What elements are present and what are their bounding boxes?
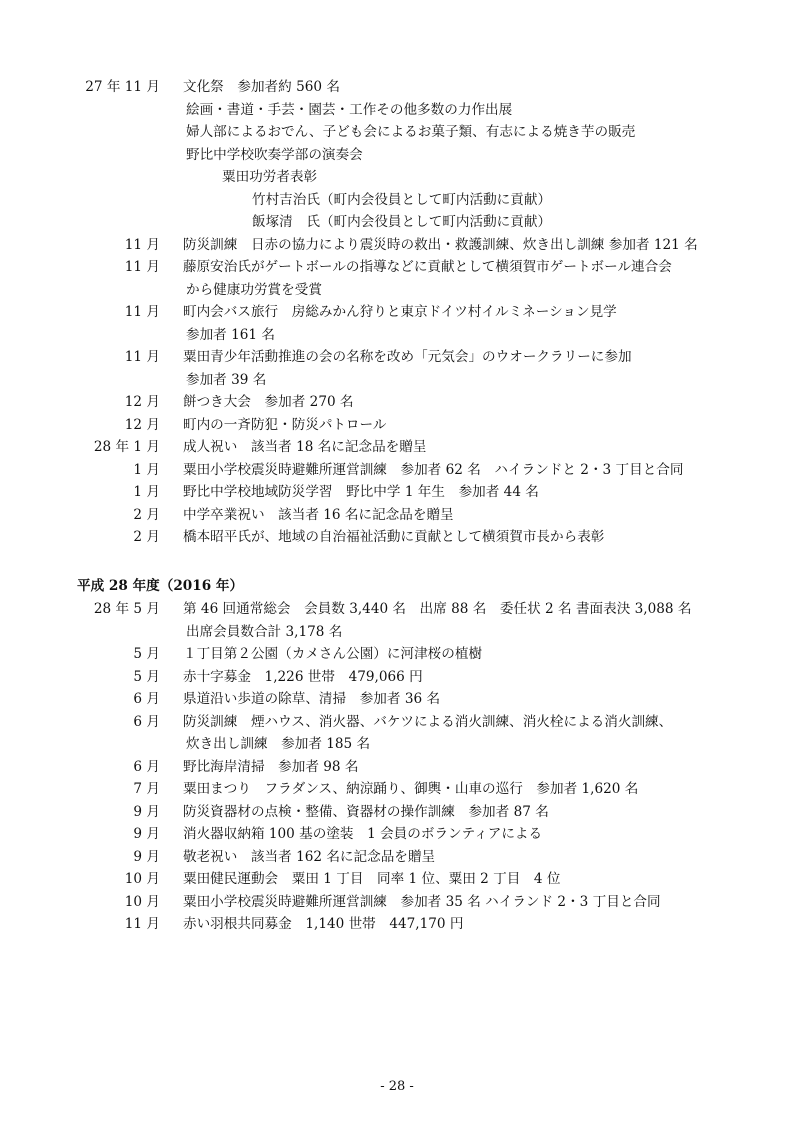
activity-row-continuation — [0, 144, 794, 167]
activity-date: 27 年 11 月 — [85, 79, 160, 95]
activity-description: 野比中学校地域防災学習 野比中学 1 年生 参加者 44 名 — [183, 484, 539, 500]
activity-description: 藤原安治氏がゲートボールの指導などに貢献として横須賀市ゲートボール連合会 — [183, 259, 672, 275]
activity-row — [0, 346, 794, 369]
activity-date: 6 月 — [133, 758, 160, 775]
activity-row — [0, 801, 794, 824]
activity-date: 9 月 — [133, 826, 160, 842]
activity-description: 出席会員数合計 3,178 名 — [186, 623, 343, 640]
activity-date: 10 月 — [124, 893, 160, 910]
activity-row-continuation — [0, 166, 794, 189]
activity-date: 2 月 — [133, 529, 160, 545]
activity-row — [0, 688, 794, 711]
activity-row — [0, 778, 794, 801]
activity-row — [0, 256, 794, 279]
activity-description: 粟田小学校震災時避難所運営訓練 参加者 35 名 ハイランド 2・3 丁目と合同 — [183, 893, 661, 910]
activity-row — [0, 526, 794, 549]
activity-row — [0, 391, 794, 414]
activity-row — [0, 481, 794, 504]
activity-row — [0, 504, 794, 527]
activity-date: 28 年 1 月 — [93, 439, 160, 455]
activity-row — [0, 414, 794, 437]
activity-description: 橋本昭平氏が、地域の自治福祉活動に貢献として横須賀市長から表彰 — [183, 529, 605, 545]
activity-description: 赤い羽根共同募金 1,140 世帯 447,170 円 — [183, 916, 464, 932]
activity-date: 11 月 — [124, 916, 160, 932]
activity-date: 11 月 — [124, 236, 160, 253]
activity-description: 成人祝い 該当者 18 名に記念品を贈呈 — [183, 439, 427, 455]
activity-row — [0, 234, 794, 257]
activity-date: 9 月 — [133, 803, 160, 820]
activity-description: 炊き出し訓練 参加者 185 名 — [186, 736, 371, 752]
activity-description: 飯塚清 氏（町内会役員として町内活動に貢献） — [252, 214, 552, 230]
activity-description: 赤十字募金 1,226 世帯 479,066 円 — [183, 668, 423, 685]
activity-date: 1 月 — [133, 461, 160, 478]
activity-row — [0, 666, 794, 689]
section-heading: 平成 28 年度（2016 年） — [77, 578, 244, 594]
activity-list-h27 — [0, 76, 794, 549]
activity-date: 6 月 — [133, 691, 160, 707]
activity-row — [0, 711, 794, 734]
activity-row — [0, 436, 794, 459]
page-number: - 28 - — [380, 1079, 414, 1094]
activity-row-continuation — [0, 279, 794, 302]
activity-description: 敬老祝い 該当者 162 名に記念品を贈呈 — [183, 848, 436, 865]
activity-description: 参加者 39 名 — [186, 371, 267, 388]
activity-row-continuation — [0, 121, 794, 144]
activity-description: 竹村吉治氏（町内会役員として町内活動に貢献） — [252, 191, 552, 208]
activity-description: 防災訓練 日赤の協力により震災時の救出・救護訓練、炊き出し訓練 参加者 121 名 — [183, 236, 698, 253]
activity-description: 粟田青少年活動推進の会の名称を改め「元気会」のウオークラリーに参加 — [183, 349, 632, 365]
activity-date: 7 月 — [133, 781, 160, 797]
activity-row-continuation — [0, 733, 794, 756]
activity-description: 粟田健民運動会 粟田 1 丁目 同率 1 位、粟田 2 丁目 4 位 — [183, 871, 561, 887]
activity-list-h28 — [0, 574, 794, 936]
activity-date: 12 月 — [124, 394, 160, 410]
section-heading-row — [0, 574, 794, 598]
activity-description: 粟田まつり フラダンス、納涼踊り、御輿・山車の巡行 参加者 1,620 名 — [183, 781, 639, 797]
activity-date: 5 月 — [133, 668, 160, 685]
activity-description: 町内の一斉防犯・防災パトロール — [183, 416, 387, 433]
activity-row-continuation — [0, 189, 794, 212]
activity-row — [0, 846, 794, 869]
activity-description: 消火器収納箱 100 基の塗装 1 会員のボランティアによる — [183, 826, 543, 842]
activity-description: 野比海岸清掃 参加者 98 名 — [183, 758, 359, 775]
activity-row — [0, 823, 794, 846]
activity-description: 町内会バス旅行 房総みかん狩りと東京ドイツ村イルミネーション見学 — [183, 304, 617, 320]
activity-description: 防災訓練 煙ハウス、消火器、バケツによる消火訓練、消火栓による消火訓練、 — [183, 713, 673, 730]
activity-row — [0, 301, 794, 324]
activity-description: 粟田功労者表彰 — [222, 169, 318, 185]
activity-description: 県道沿い歩道の除草、清掃 参加者 36 名 — [183, 691, 441, 707]
activity-date: 11 月 — [124, 349, 160, 365]
activity-date: 9 月 — [133, 848, 160, 865]
activity-row — [0, 756, 794, 779]
activity-row — [0, 891, 794, 914]
section-rows — [0, 598, 794, 936]
activity-description: 参加者 161 名 — [186, 326, 275, 343]
activity-row — [0, 868, 794, 891]
activity-row-continuation — [0, 99, 794, 122]
activity-description: 婦人部によるおでん、子ども会によるお菓子類、有志による焼き芋の販売 — [186, 124, 636, 140]
activity-date: 5 月 — [133, 646, 160, 662]
activity-row — [0, 598, 794, 621]
activity-row-continuation — [0, 324, 794, 347]
activity-row — [0, 459, 794, 482]
activity-date: 10 月 — [124, 871, 160, 887]
activity-description: １丁目第２公園（カメさん公園）に河津桜の植樹 — [183, 646, 483, 662]
activity-row — [0, 913, 794, 936]
activity-description: 文化祭 参加者約 560 名 — [183, 79, 340, 95]
activity-description: 防災資器材の点検・整備、資器材の操作訓練 参加者 87 名 — [183, 803, 549, 820]
activity-row-continuation — [0, 211, 794, 234]
activity-description: 絵画・書道・手芸・園芸・工作その他多数の力作出展 — [186, 101, 513, 118]
activity-date: 11 月 — [124, 304, 160, 320]
activity-row — [0, 76, 794, 99]
activity-row-continuation — [0, 621, 794, 644]
activity-description: 餅つき大会 参加者 270 名 — [183, 394, 354, 410]
activity-date: 6 月 — [133, 713, 160, 730]
activity-description: 中学卒業祝い 該当者 16 名に記念品を贈呈 — [183, 506, 454, 523]
activity-date: 2 月 — [133, 506, 160, 523]
activity-date: 1 月 — [133, 484, 160, 500]
activity-row — [0, 643, 794, 666]
activity-description: 粟田小学校震災時避難所運営訓練 参加者 62 名 ハイランドと 2・3 丁目と合同 — [183, 461, 684, 478]
activity-date: 12 月 — [124, 416, 160, 433]
activity-date: 11 月 — [124, 259, 160, 275]
activity-date: 28 年 5 月 — [93, 601, 160, 617]
activity-row-continuation — [0, 369, 794, 392]
activity-description: から健康功労賞を受賞 — [186, 281, 322, 298]
activity-description: 野比中学校吹奏学部の演奏会 — [186, 146, 363, 163]
activity-description: 第 46 回通常総会 会員数 3,440 名 出席 88 名 委任状 2 名 書面表決 3,088 名 — [183, 601, 692, 617]
